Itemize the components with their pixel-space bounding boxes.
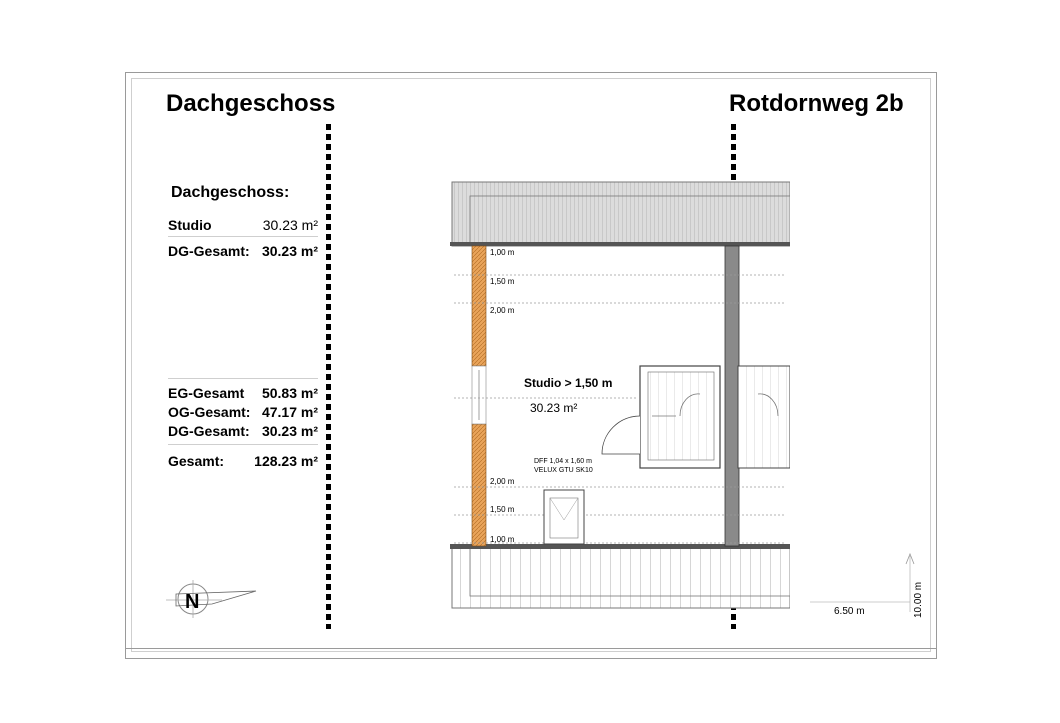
height-label: 1,50 m [490, 505, 515, 514]
window-spec-line1: DFF 1,04 x 1,60 m [534, 458, 592, 465]
scale-horizontal-label: 6.50 m [834, 606, 865, 617]
height-label: 2,00 m [490, 306, 515, 315]
staircase-neighbour [738, 366, 790, 468]
eaves-wall-top [450, 242, 790, 246]
divider [168, 236, 318, 237]
room-area: 30.23 m² [262, 217, 318, 233]
window-spec-line2: VELUX GTU SK10 [534, 467, 593, 474]
og-total-value: 47.17 m² [261, 404, 318, 420]
dg-sum-value: 30.23 m² [261, 423, 318, 439]
room-name-label: Studio > 1,50 m [524, 376, 613, 390]
door-swing [602, 416, 640, 454]
roof-ridge-bottom [470, 546, 790, 596]
kneewall-upper [472, 246, 486, 366]
og-total-label: OG-Gesamt: [168, 404, 251, 420]
room-label: Studio [168, 217, 212, 233]
sheet-bottom-line [125, 648, 937, 649]
height-label: 1,50 m [490, 277, 515, 286]
height-label: 1,00 m [490, 535, 515, 544]
roof-window-pane [550, 498, 578, 538]
area-summary-heading: Dachgeschoss: [171, 184, 290, 201]
divider [168, 378, 318, 379]
kneewall-lower [472, 424, 486, 546]
room-area-label: 30.23 m² [530, 401, 578, 415]
dg-total-label: DG-Gesamt: [168, 243, 250, 259]
height-label: 1,00 m [490, 248, 515, 257]
compass-letter: N [185, 591, 200, 613]
gable-wall [725, 246, 739, 546]
floor-title: Dachgeschoss [166, 90, 336, 117]
address-title: Rotdornweg 2b [729, 90, 904, 117]
compass-rose [162, 578, 262, 620]
grand-total-label: Gesamt: [168, 453, 225, 469]
grand-total-value: 128.23 m² [254, 453, 318, 469]
dg-total-value: 30.23 m² [261, 243, 318, 259]
scale-vertical-label: 10.00 m [913, 581, 924, 618]
height-label: 2,00 m [490, 477, 515, 486]
eg-total-label: EG-Gesamt [168, 385, 245, 401]
floor-plan [450, 180, 790, 612]
roof-ridge-top [470, 196, 790, 246]
section-line-left [326, 124, 331, 629]
divider [168, 444, 318, 445]
eg-total-value: 50.83 m² [261, 385, 318, 401]
dg-sum-label: DG-Gesamt: [168, 423, 250, 439]
scale-bar [800, 550, 930, 620]
